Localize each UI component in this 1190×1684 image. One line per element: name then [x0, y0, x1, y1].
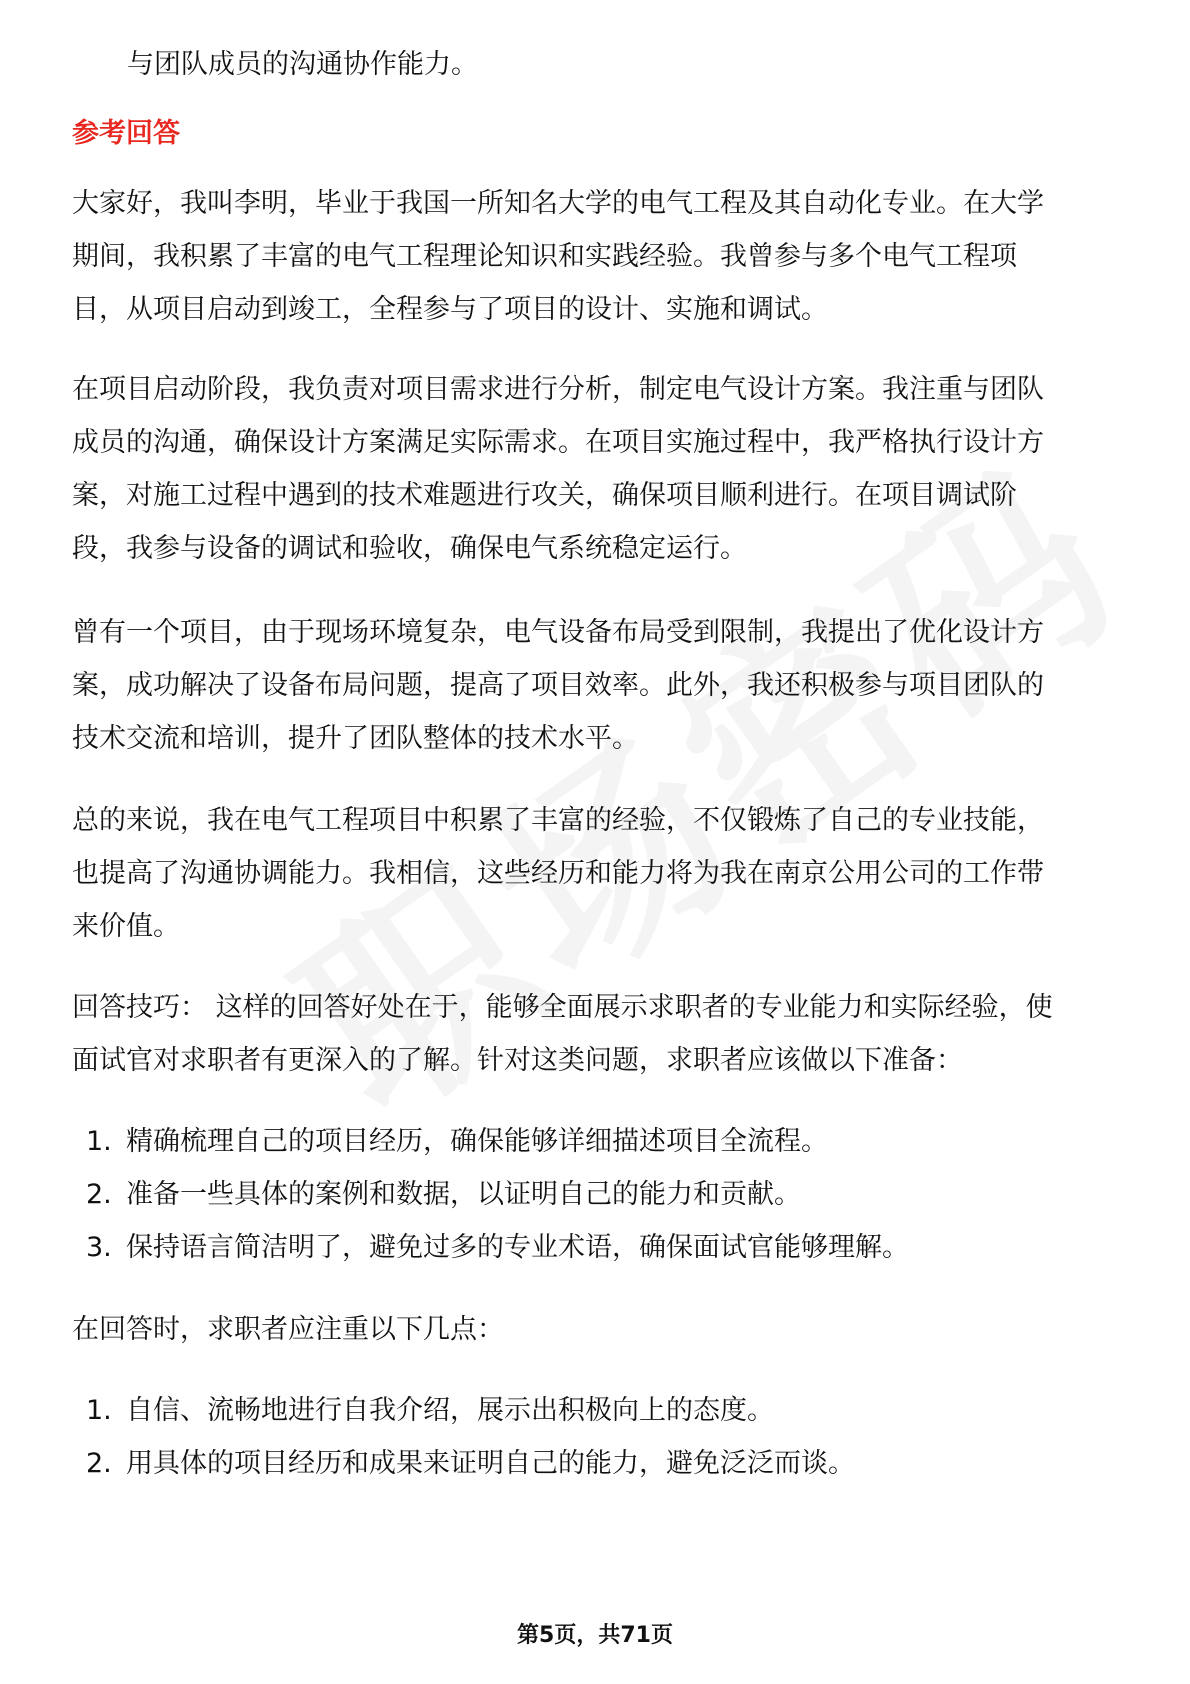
list-item-text: 用具体的项目经历和成果来证明自己的能力，避免泛泛而谈。 — [126, 1448, 855, 1479]
list-item — [86, 1392, 774, 1430]
paragraph-line: 期间，我积累了丰富的电气工程理论知识和实践经验。我曾参与多个电气工程项 — [72, 241, 1017, 272]
page-number: 第5页，共71页 — [517, 1623, 673, 1648]
attention-intro: 在回答时，求职者应注重以下几点： — [72, 1314, 504, 1345]
paragraph-line: 曾有一个项目，由于现场环境复杂，电气设备布局受到限制，我提出了优化设计方 — [72, 617, 1044, 648]
list-item-text: 准备一些具体的案例和数据，以证明自己的能力和贡献。 — [126, 1179, 801, 1210]
paragraph-line: 在项目启动阶段，我负责对项目需求进行分析，制定电气设计方案。我注重与团队 — [72, 374, 1044, 405]
list-item-text: 精确梳理自己的项目经历，确保能够详细描述项目全流程。 — [126, 1126, 828, 1157]
intro-line: 与团队成员的沟通协作能力。 — [127, 49, 478, 80]
paragraph-line: 案，成功解决了设备布局问题，提高了项目效率。此外，我还积极参与项目团队的 — [72, 670, 1044, 701]
list-item-text: 自信、流畅地进行自我介绍，展示出积极向上的态度。 — [126, 1395, 774, 1426]
paragraph-line: 来价值。 — [72, 911, 180, 942]
paragraph-line: 回答技巧： 这样的回答好处在于，能够全面展示求职者的专业能力和实际经验，使 — [72, 992, 1053, 1023]
paragraph-line: 案，对施工过程中遇到的技术难题进行攻关，确保项目顺利进行。在项目调试阶 — [72, 480, 1017, 511]
paragraph-line: 技术交流和培训，提升了团队整体的技术水平。 — [72, 723, 639, 754]
list-item-text: 保持语言简洁明了，避免过多的专业术语，确保面试官能够理解。 — [126, 1232, 909, 1263]
list-item — [86, 1229, 909, 1267]
list-item-number: 3. — [86, 1232, 112, 1263]
list-item — [86, 1176, 801, 1214]
paragraph-line: 总的来说，我在电气工程项目中积累了丰富的经验，不仅锻炼了自己的专业技能， — [72, 805, 1044, 836]
list-item-number: 1. — [86, 1395, 112, 1426]
list-item-number: 1. — [86, 1126, 112, 1157]
paragraph-line: 目，从项目启动到竣工，全程参与了项目的设计、实施和调试。 — [72, 294, 828, 325]
list-item — [86, 1445, 855, 1483]
paragraph-line: 也提高了沟通协调能力。我相信，这些经历和能力将为我在南京公用公司的工作带 — [72, 858, 1044, 889]
paragraph-line: 面试官对求职者有更深入的了解。针对这类问题，求职者应该做以下准备： — [72, 1045, 963, 1076]
section-heading: 参考回答 — [72, 118, 180, 149]
list-item — [86, 1123, 828, 1161]
paragraph-line: 成员的沟通，确保设计方案满足实际需求。在项目实施过程中，我严格执行设计方 — [72, 427, 1044, 458]
paragraph-line: 段，我参与设备的调试和验收，确保电气系统稳定运行。 — [72, 533, 747, 564]
paragraph-line: 大家好，我叫李明，毕业于我国一所知名大学的电气工程及其自动化专业。在大学 — [72, 188, 1044, 219]
list-item-number: 2. — [86, 1179, 112, 1210]
list-item-number: 2. — [86, 1448, 112, 1479]
